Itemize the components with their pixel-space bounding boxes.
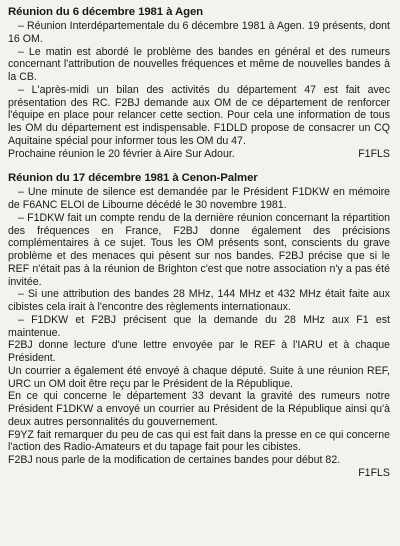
paragraph: En ce qui concerne le département 33 devant la gravité des rumeurs notre Président F1DKW a envoyé un courrier au Président de la République ainsi qu'à deux autres personnalités du gouvernement.	[8, 390, 390, 428]
paragraph: – F1DKW et F2BJ précisent que la demande du 28 MHz aux F1 est maintenue.	[8, 313, 390, 339]
paragraph: – Réunion Interdépartementale du 6 décembre 1981 à Agen. 19 présents, dont 16 OM.	[8, 20, 390, 45]
section-spacer	[8, 160, 390, 171]
paragraph: F9YZ fait remarquer du peu de cas qui est fait dans la presse en ce qui concerne l'action des Radio-Amateurs et du tapage fait pour les cibistes.	[8, 428, 390, 454]
paragraph: – Si une attribution des bandes 28 MHz, 144 MHz et 432 MHz était faite aux cibistes cela irait à l'encontre des règlements internationaux.	[8, 288, 390, 313]
section-heading: Réunion du 17 décembre 1981 à Cenon-Palmer	[8, 172, 258, 185]
paragraph: F2BJ donne lecture d'une lettre envoyée par le REF à l'IARU et à chaque Président.	[8, 339, 390, 364]
paragraph: – Le matin est abordé le problème des bandes en général et des rumeurs concernant l'attribution de nouvelles fréquences et même de nouvelles bandes à la CB.	[8, 45, 390, 83]
author-signature: F1FLS	[358, 147, 390, 160]
paragraph: Un courrier a également été envoyé à chaque député. Suite à une réunion REF, URC un OM doit être reçu par le Président de la République.	[8, 364, 390, 390]
paragraph: – L'après-midi un bilan des activités du département 47 est fait avec présentation des RC. F2BJ demande aux OM de ce département de renforcer l'équipe en place pour relancer cette section. Pour cela une information de tous les OM du département est indispensable. F1DLD propose de consacrer un CQ Aquitaine spécial pour informer tous les OM du 47.	[8, 83, 390, 147]
paragraph: – Une minute de silence est demandée par le Président F1DKW en mémoire de F6ANC ELOI de Libourne décédé le 30 novembre 1981.	[8, 186, 390, 211]
meeting-report-agen	[8, 5, 390, 160]
meeting-report-cenon	[8, 171, 390, 479]
next-meeting-note: Prochaine réunion le 20 février à Aire Sur Adour.	[8, 147, 235, 160]
closing-row	[8, 148, 390, 161]
paragraph: F2BJ nous parle de la modification de certaines bandes pour début 82.	[8, 454, 341, 466]
section-heading: Réunion du 6 décembre 1981 à Agen	[8, 6, 204, 18]
author-signature: F1FLS	[358, 466, 390, 479]
paragraph: – F1DKW fait un compte rendu de la dernière réunion concernant la répartition des fréquences en France, F2BJ donne également des précisions complémentaires à ce sujet. Tous les OM présents sont, conscients du grave problème et des menaces qui pèsent sur nos bandes. F2BJ précise que si le REF n'était pas à la réunion de Brighton c'est que notre association n'y a pas été invitée.	[8, 211, 390, 288]
